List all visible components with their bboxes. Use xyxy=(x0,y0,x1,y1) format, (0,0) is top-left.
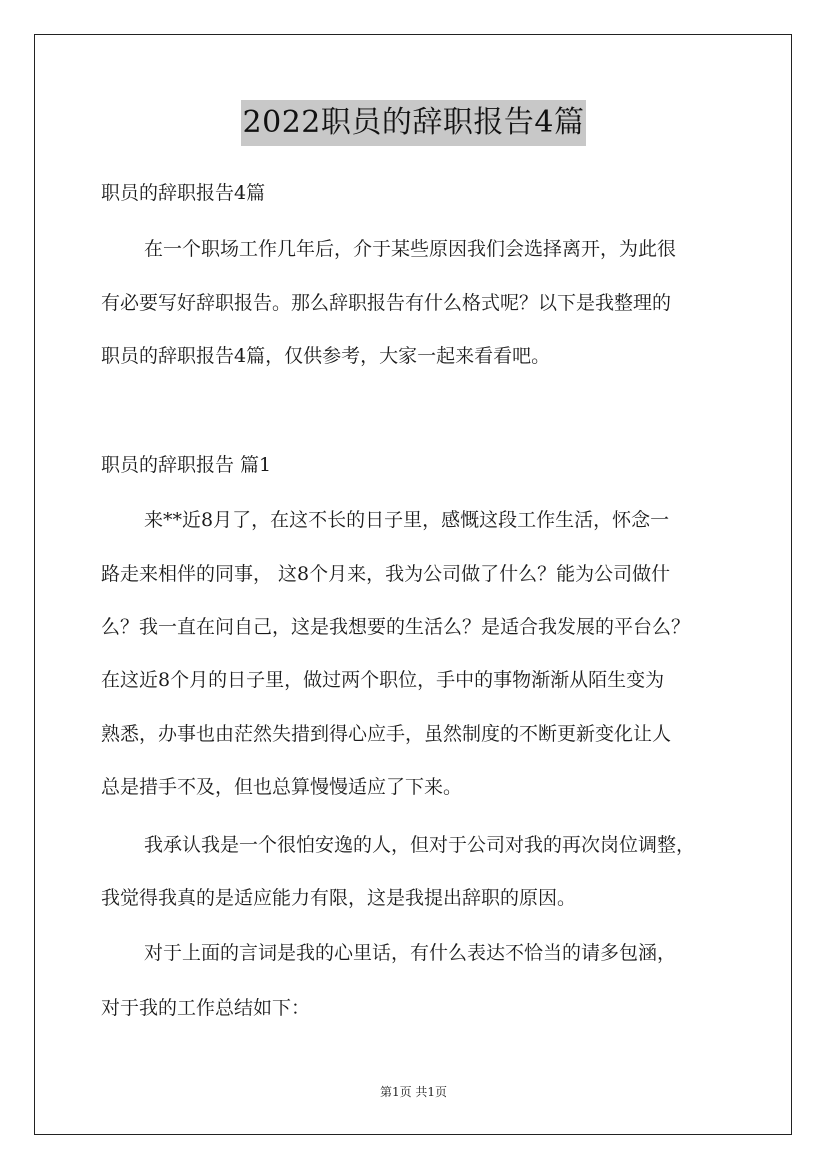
section-heading: 职员的辞职报告 篇1 xyxy=(101,454,272,476)
paragraph1-line-4: 在这近8个月的日子里，做过两个职位，手中的事物渐渐从陌生变为 xyxy=(101,669,665,691)
intro-line-1: 在一个职场工作几年后，介于某些原因我们会选择离开，为此很 xyxy=(144,238,677,260)
title-container xyxy=(0,100,827,146)
page-footer: 第1页 共1页 xyxy=(379,1085,448,1099)
document-title: 2022职员的辞职报告4篇 xyxy=(241,100,587,146)
paragraph3-line-2: 对于我的工作总结如下： xyxy=(101,997,311,1019)
paragraph3-line-1: 对于上面的言词是我的心里话，有什么表达不恰当的请多包涵， xyxy=(144,942,677,964)
paragraph1-line-6: 总是措手不及，但也总算慢慢适应了下来。 xyxy=(101,776,463,798)
paragraph1-line-2: 路走来相伴的同事， 这8个月来，我为公司做了什么？能为公司做什 xyxy=(101,563,671,585)
intro-line-2: 有必要写好辞职报告。那么辞职报告有什么格式呢？以下是我整理的 xyxy=(101,292,672,314)
paragraph1-line-1: 来**近8月了，在这不长的日子里，感慨这段工作生活，怀念一 xyxy=(144,509,670,531)
paragraph1-line-5: 熟悉，办事也由茫然失措到得心应手，虽然制度的不断更新变化让人 xyxy=(101,723,672,745)
paragraph1-line-3: 么？我一直在问自己，这是我想要的生活么？是适合我发展的平台么？ xyxy=(101,616,691,638)
intro-line-3: 职员的辞职报告4篇，仅供参考，大家一起来看看吧。 xyxy=(101,345,551,367)
document-subtitle: 职员的辞职报告4篇 xyxy=(101,182,266,204)
paragraph2-line-2: 我觉得我真的是适应能力有限，这是我提出辞职的原因。 xyxy=(101,887,577,909)
paragraph2-line-1: 我承认我是一个很怕安逸的人，但对于公司对我的再次岗位调整， xyxy=(144,834,696,856)
